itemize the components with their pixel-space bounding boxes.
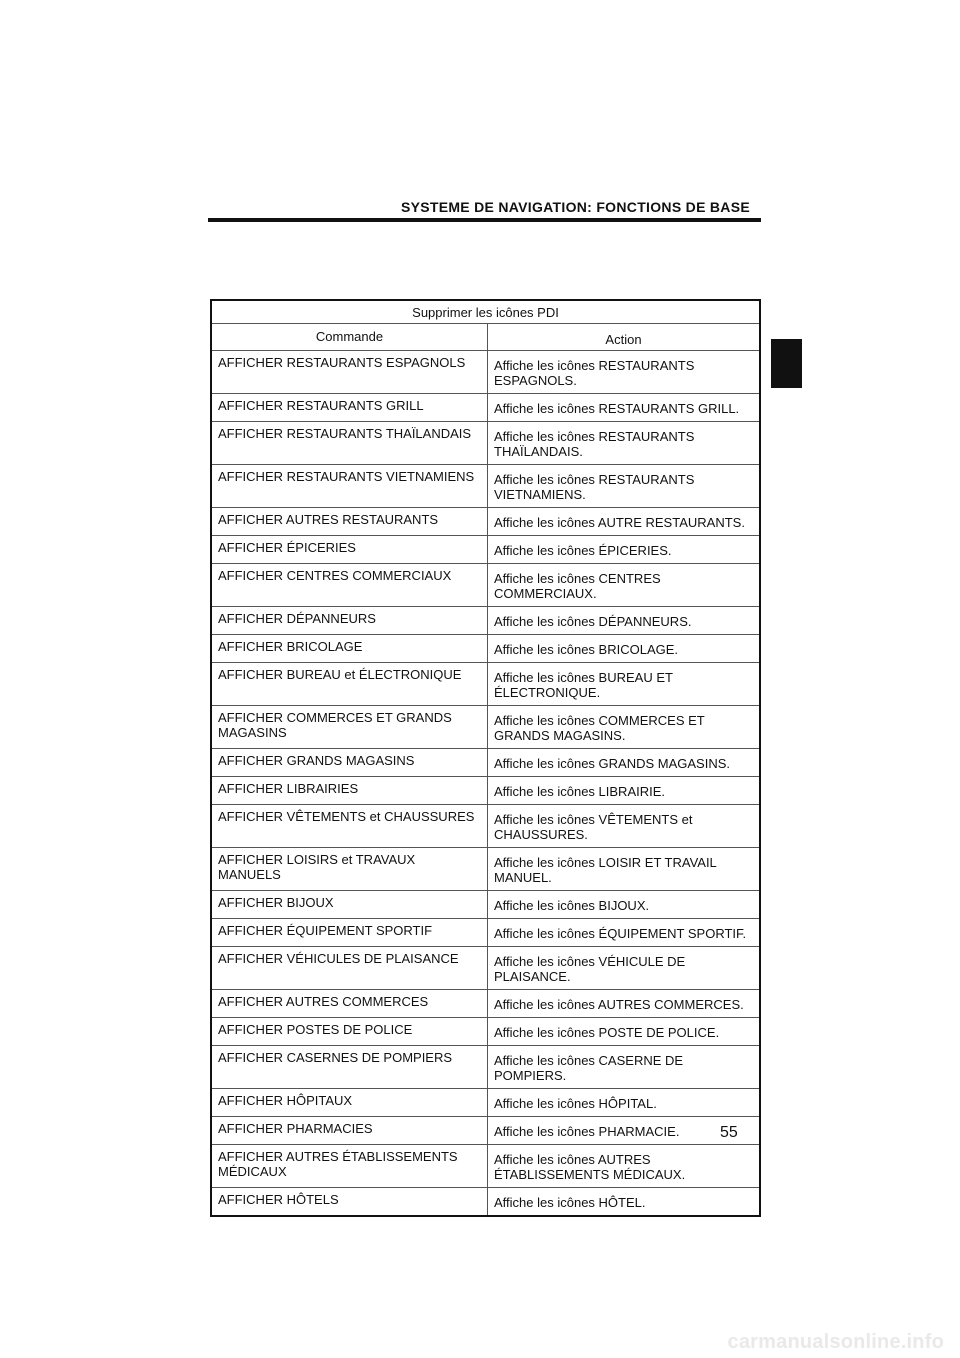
command-cell: AFFICHER BUREAU et ÉLECTRONIQUE — [211, 663, 488, 706]
command-cell: AFFICHER BIJOUX — [211, 891, 488, 919]
table-row — [211, 1018, 760, 1046]
command-cell: AFFICHER RESTAURANTS VIETNAMIENS — [211, 465, 488, 508]
table-body — [211, 351, 760, 1217]
action-cell: Affiche les icônes VÊTEMENTS et CHAUSSURES. — [488, 805, 761, 848]
table-row — [211, 706, 760, 749]
table-row — [211, 1188, 760, 1217]
command-cell: AFFICHER RESTAURANTS THAÏLANDAIS — [211, 422, 488, 465]
header-rule — [208, 218, 761, 222]
action-cell: Affiche les icônes CASERNE DE POMPIERS. — [488, 1046, 761, 1089]
command-cell: AFFICHER AUTRES COMMERCES — [211, 990, 488, 1018]
action-cell: Affiche les icônes COMMERCES ET GRANDS MAGASINS. — [488, 706, 761, 749]
command-cell: AFFICHER AUTRES ÉTABLISSEMENTS MÉDICAUX — [211, 1145, 488, 1188]
action-cell: Affiche les icônes POSTE DE POLICE. — [488, 1018, 761, 1046]
action-cell: Affiche les icônes RESTAURANTS GRILL. — [488, 394, 761, 422]
command-cell: AFFICHER PHARMACIES — [211, 1117, 488, 1145]
command-cell: AFFICHER VÉHICULES DE PLAISANCE — [211, 947, 488, 990]
command-cell: AFFICHER CASERNES DE POMPIERS — [211, 1046, 488, 1089]
action-cell: Affiche les icônes VÉHICULE DE PLAISANCE. — [488, 947, 761, 990]
action-cell: Affiche les icônes GRANDS MAGASINS. — [488, 749, 761, 777]
action-cell: Affiche les icônes RESTAURANTS ESPAGNOLS. — [488, 351, 761, 394]
table-row — [211, 805, 760, 848]
command-cell: AFFICHER LIBRAIRIES — [211, 777, 488, 805]
poi-commands-table — [210, 299, 761, 1217]
action-cell: Affiche les icônes ÉQUIPEMENT SPORTIF. — [488, 919, 761, 947]
watermark: carmanualsonline.info — [727, 1331, 944, 1353]
table-row — [211, 1117, 760, 1145]
table-row — [211, 1089, 760, 1117]
action-cell: Affiche les icônes DÉPANNEURS. — [488, 607, 761, 635]
table-row — [211, 777, 760, 805]
table-row — [211, 607, 760, 635]
page-number: 55 — [720, 1124, 738, 1141]
action-cell: Affiche les icônes CENTRES COMMERCIAUX. — [488, 564, 761, 607]
chapter-tab — [771, 339, 802, 388]
table-row — [211, 351, 760, 394]
table-row — [211, 848, 760, 891]
action-cell: Affiche les icônes AUTRES COMMERCES. — [488, 990, 761, 1018]
column-header-command: Commande — [211, 324, 488, 351]
table-row — [211, 465, 760, 508]
command-cell: AFFICHER VÊTEMENTS et CHAUSSURES — [211, 805, 488, 848]
command-cell: AFFICHER HÔTELS — [211, 1188, 488, 1217]
table-row — [211, 663, 760, 706]
command-cell: AFFICHER CENTRES COMMERCIAUX — [211, 564, 488, 607]
action-cell: Affiche les icônes HÔPITAL. — [488, 1089, 761, 1117]
action-cell: Affiche les icônes PHARMACIE. — [488, 1117, 761, 1145]
action-cell: Affiche les icônes BRICOLAGE. — [488, 635, 761, 663]
action-cell: Affiche les icônes RESTAURANTS VIETNAMIENS. — [488, 465, 761, 508]
section-header: SYSTEME DE NAVIGATION: FONCTIONS DE BASE — [400, 199, 750, 215]
action-cell: Affiche les icônes RESTAURANTS THAÏLANDAIS. — [488, 422, 761, 465]
table-row — [211, 1046, 760, 1089]
table-row — [211, 564, 760, 607]
action-cell: Affiche les icônes ÉPICERIES. — [488, 536, 761, 564]
command-cell: AFFICHER ÉPICERIES — [211, 536, 488, 564]
table-row — [211, 394, 760, 422]
table-row — [211, 947, 760, 990]
action-cell: Affiche les icônes BUREAU ET ÉLECTRONIQUE. — [488, 663, 761, 706]
table-row — [211, 891, 760, 919]
command-cell: AFFICHER AUTRES RESTAURANTS — [211, 508, 488, 536]
table-row — [211, 990, 760, 1018]
command-cell: AFFICHER POSTES DE POLICE — [211, 1018, 488, 1046]
command-cell: AFFICHER RESTAURANTS GRILL — [211, 394, 488, 422]
command-cell: AFFICHER ÉQUIPEMENT SPORTIF — [211, 919, 488, 947]
table-caption: Supprimer les icônes PDI — [211, 300, 760, 324]
table-row — [211, 422, 760, 465]
command-cell: AFFICHER COMMERCES ET GRANDS MAGASINS — [211, 706, 488, 749]
table-row — [211, 536, 760, 564]
table-row — [211, 749, 760, 777]
table-row — [211, 1145, 760, 1188]
command-cell: AFFICHER DÉPANNEURS — [211, 607, 488, 635]
action-cell: Affiche les icônes BIJOUX. — [488, 891, 761, 919]
command-cell: AFFICHER GRANDS MAGASINS — [211, 749, 488, 777]
table-row — [211, 635, 760, 663]
action-cell: Affiche les icônes HÔTEL. — [488, 1188, 761, 1217]
action-cell: Affiche les icônes LIBRAIRIE. — [488, 777, 761, 805]
action-cell: Affiche les icônes LOISIR ET TRAVAIL MANUEL. — [488, 848, 761, 891]
column-header-action: Action — [488, 324, 761, 351]
action-cell: Affiche les icônes AUTRE RESTAURANTS. — [488, 508, 761, 536]
command-cell: AFFICHER LOISIRS et TRAVAUX MANUELS — [211, 848, 488, 891]
command-cell: AFFICHER RESTAURANTS ESPAGNOLS — [211, 351, 488, 394]
command-cell: AFFICHER BRICOLAGE — [211, 635, 488, 663]
command-cell: AFFICHER HÔPITAUX — [211, 1089, 488, 1117]
action-cell: Affiche les icônes AUTRES ÉTABLISSEMENTS MÉDICAUX. — [488, 1145, 761, 1188]
table-row — [211, 508, 760, 536]
table-row — [211, 919, 760, 947]
